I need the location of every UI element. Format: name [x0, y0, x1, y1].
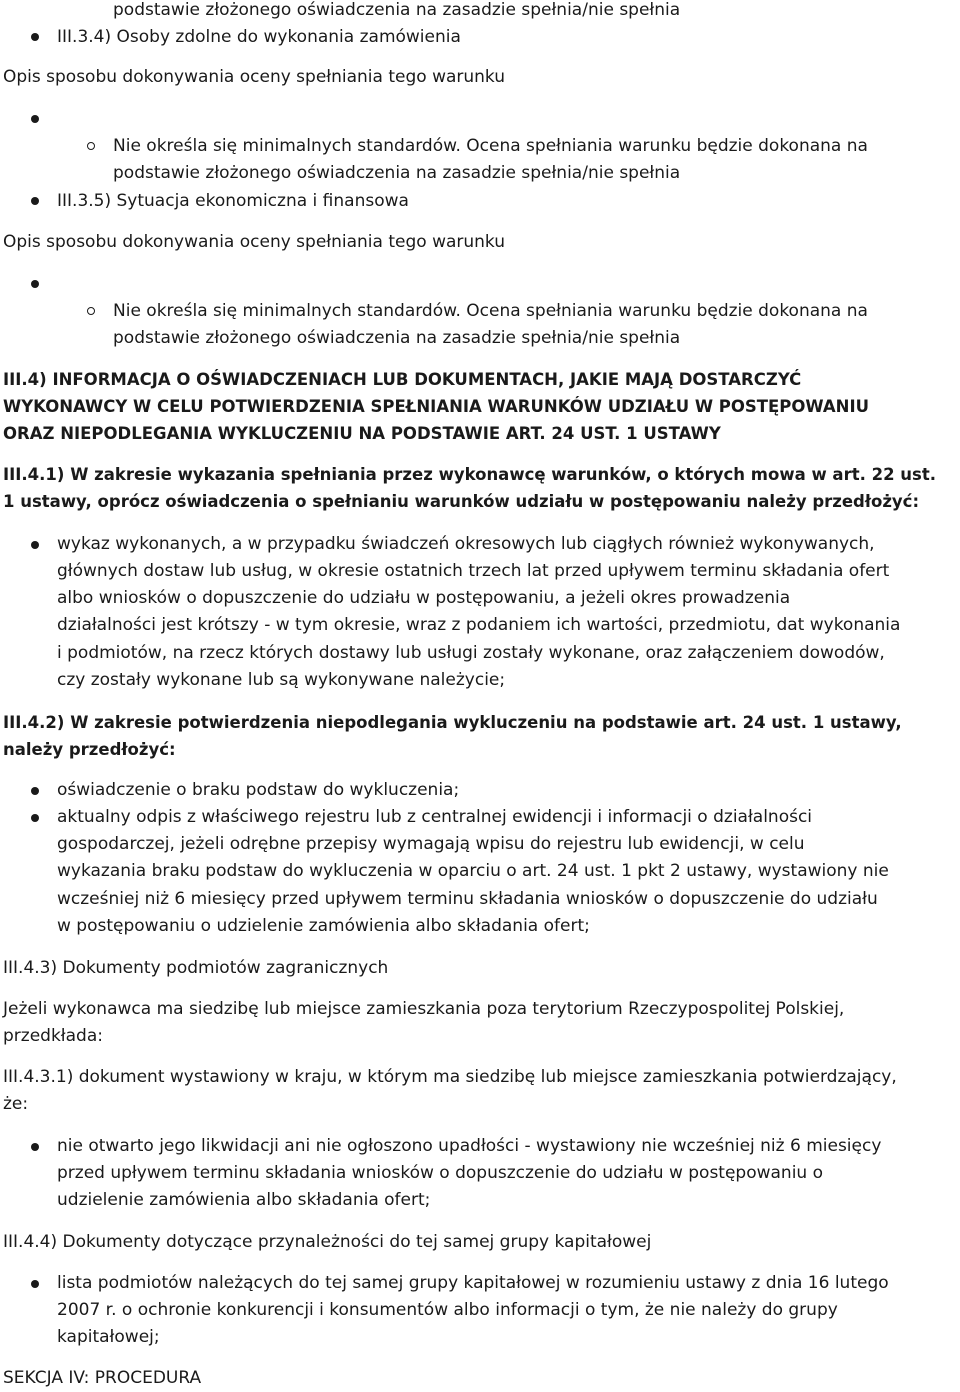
text-line: że:: [3, 1094, 29, 1114]
text-line: podstawie złożonego oświadczenia na zasadzie spełnia/nie spełnia: [113, 328, 681, 348]
subsection-heading: III.4.1) W zakresie wykazania spełniania przez wykonawcę warunków, o których mowa w art. 22 ust.: [3, 465, 937, 484]
bullet-icon: [31, 197, 39, 205]
document-page: podstawie złożonego oświadczenia na zasadzie spełnia/nie spełnia III.3.4) Osoby zdolne do wykonania zamówienia Opis sposobu dokonywania oceny spełniania tego warunku Nie określa się minimalnych standardów. Ocena spełniania warunku będzie dokonana na podstawie złożonego oświadczenia na zasadzie spełnia/nie spełnia III.3.5) Sytuacja ekonomiczna i finansowa Opis sposobu dokonywania oceny spełniania tego warunku Nie określa się minimalnych standardów. Ocena spełniania warunku będzie dokonana na podstawie złożonego oświadczenia na zasadzie spełnia/nie spełnia III.4) INFORMACJA O OŚWIADCZENIACH LUB DOKUMENTACH, JAKIE MAJĄ DOSTARCZYĆ WYKONAWCY W CELU POTWIERDZENIA SPEŁNIANIA WARUNKÓW UDZIAŁU W POSTĘPOWANIU ORAZ NIEPODLEGANIA WYKLUCZENIU NA PODSTAWIE ART. 24 UST. 1 USTAWY III.4.1) W zakresie wykazania spełniania przez wykonawcę warunków, o których mowa w art. 22 ust. 1 ustawy, oprócz oświadczenia o spełnianiu warunków udziału w postępowaniu należy przedłożyć: wykaz wykonanych, a w przypadku świadczeń okresowych lub ciągłych również wykonywanych, głównych dostaw lub usług, w okresie ostatnich trzech lat przed upływem terminu składania ofert albo wniosków o dopuszczenie do udziału w postępowaniu, a jeżeli okres prowadzenia działalności jest krótszy - w tym okresie, wraz z podaniem ich wartości, przedmiotu, dat wykonania i podmiotów, na rzecz których dostawy lub usługi zostały wykonane, oraz załączeniem dowodów, czy zostały wykonane lub są wykonywane należycie; III.4.2) W zakresie potwierdzenia niepodlegania wykluczeniu na podstawie art. 24 ust. 1 ustawy, należy przedłożyć: oświadczenie o braku podstaw do wykluczenia; aktualny odpis z właściwego rejestru lub z centralnej ewidencji i informacji o działalności gospodarczej, jeżeli odrębne przepisy wymagają wpisu do rejestru lub ewidencji, w celu wykazania braku podstaw do wykluczenia w oparciu o art. 24 ust. 1 pkt 2 ustawy, wystawiony nie wcześniej niż 6 miesięcy przed upływem terminu składania wniosków o dopuszczenie do udziału w postępowaniu o udzielenie zamówienia albo składania ofert; III.4.3) Dokumenty podmiotów zagranicznych Jeżeli wykonawca ma siedzibę lub miejsce zamieszkania poza terytorium Rzeczypospolitej Polskiej, przedkłada: III.4.3.1) dokument wystawiony w kraju, w którym ma siedzibę lub miejsce zamieszkania potwierdzający, że: nie otwarto jego likwidacji ani nie ogłoszono upadłości - wystawiony nie wcześniej niż 6 miesięcy przed upływem terminu składania wniosków o dopuszczenie do udziału w postępowaniu o udzielenie zamówienia albo składania ofert; III.4.4) Dokumenty dotyczące przynależności do tej samej grupy kapitałowej lista podmiotów należących do tej samej grupy kapitałowej w rozumieniu ustawy z dnia 16 lutego 2007 r. o ochronie konkurencji i konsumentów albo informacji o tym, że nie należy do grupy kapitałowej; SEKCJA IV: PROCEDURA: [0, 0, 960, 1392]
section-label: SEKCJA IV: PROCEDURA: [3, 1368, 202, 1388]
circle-bullet-icon: [87, 307, 95, 315]
circle-bullet-icon: [87, 142, 95, 150]
text-line: III.4.3.1) dokument wystawiony w kraju, w którym ma siedzibę lub miejsce zamieszkania potwierdzający,: [3, 1067, 897, 1087]
bullet-icon: [31, 541, 39, 549]
section-title: WYKONAWCY W CELU POTWIERDZENIA SPEŁNIANIA WARUNKÓW UDZIAŁU W POSTĘPOWANIU: [3, 397, 870, 416]
section-heading: III.3.5) Sytuacja ekonomiczna i finansowa: [57, 191, 409, 211]
assessment-label: Opis sposobu dokonywania oceny spełniania tego warunku: [3, 232, 506, 252]
subsection-heading: III.4.2) W zakresie potwierdzenia niepodlegania wykluczeniu na podstawie art. 24 ust. 1 ustawy,: [3, 713, 902, 732]
text-line: podstawie złożonego oświadczenia na zasadzie spełnia/nie spełnia: [113, 163, 681, 183]
list-item: oświadczenie o braku podstaw do wykluczenia;: [57, 780, 460, 800]
bullet-icon: [31, 1143, 39, 1151]
bullet-icon: [31, 115, 39, 123]
text-line: Nie określa się minimalnych standardów. Ocena spełniania warunku będzie dokonana na: [113, 301, 868, 321]
bullet-icon: [31, 787, 39, 795]
text-line: przedkłada:: [3, 1026, 103, 1046]
text-line: Nie określa się minimalnych standardów. Ocena spełniania warunku będzie dokonana na: [113, 136, 868, 156]
subsection-heading: III.4.4) Dokumenty dotyczące przynależności do tej samej grupy kapitałowej: [3, 1232, 652, 1252]
subsection-heading: należy przedłożyć:: [3, 740, 176, 759]
subsection-heading: 1 ustawy, oprócz oświadczenia o spełnianiu warunków udziału w postępowaniu należy przedłożyć:: [3, 492, 920, 511]
section-title: III.4) INFORMACJA O OŚWIADCZENIACH LUB DOKUMENTACH, JAKIE MAJĄ DOSTARCZYĆ: [3, 370, 802, 389]
section-heading: III.3.4) Osoby zdolne do wykonania zamówienia: [57, 27, 461, 47]
bullet-icon: [31, 33, 39, 41]
bullet-icon: [31, 1280, 39, 1288]
bullet-icon: [31, 814, 39, 822]
text-line: Jeżeli wykonawca ma siedzibę lub miejsce zamieszkania poza terytorium Rzeczypospolitej Polskiej,: [3, 999, 845, 1019]
subsection-heading: III.4.3) Dokumenty podmiotów zagranicznych: [3, 958, 389, 978]
bullet-icon: [31, 280, 39, 288]
assessment-label: Opis sposobu dokonywania oceny spełniania tego warunku: [3, 67, 506, 87]
text-line: podstawie złożonego oświadczenia na zasadzie spełnia/nie spełnia: [113, 0, 681, 20]
section-title: ORAZ NIEPODLEGANIA WYKLUCZENIU NA PODSTAWIE ART. 24 UST. 1 USTAWY: [3, 424, 721, 443]
